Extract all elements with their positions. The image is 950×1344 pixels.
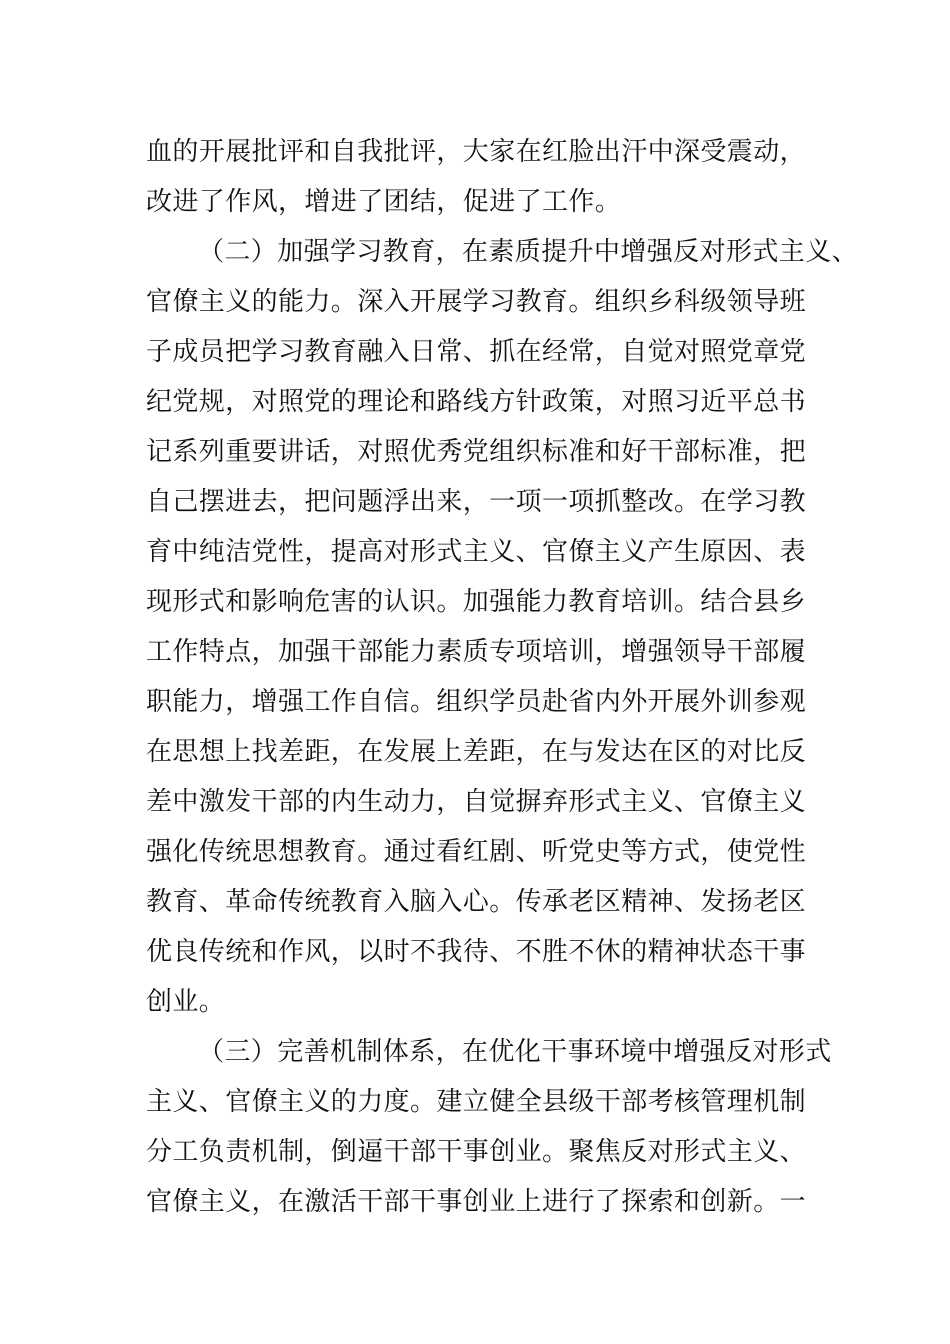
text-line: 工作特点，加强干部能力素质专项培训，增强领导干部履 (146, 637, 807, 667)
paragraph-heading-2: （二）加强学习教育，在素质提升中增强反对形式主义、 (198, 237, 859, 267)
text-line: 分工负责机制，倒逼干部干事创业。聚焦反对形式主义、 (146, 1137, 807, 1167)
text-line: 创业。 (146, 987, 226, 1017)
text-line: 在思想上找差距，在发展上差距，在与发达在区的对比反 (146, 737, 807, 767)
text-line: 教育、革命传统教育入脑入心。传承老区精神、发扬老区 (146, 887, 807, 917)
text-line: 职能力，增强工作自信。组织学员赴省内外开展外训参观 (146, 687, 807, 717)
text-line: 改进了作风，增进了团结，促进了工作。 (146, 187, 622, 217)
paragraph-heading-3: （三）完善机制体系，在优化干事环境中增强反对形式 (198, 1037, 832, 1067)
text-line: 主义、官僚主义的力度。建立健全县级干部考核管理机制 (146, 1087, 807, 1117)
text-line: 自己摆进去，把问题浮出来，一项一项抓整改。在学习教 (146, 487, 807, 517)
text-line: 子成员把学习教育融入日常、抓在经常，自觉对照党章党 (146, 337, 807, 367)
text-line: 官僚主义的能力。深入开展学习教育。组织乡科级领导班 (146, 287, 807, 317)
text-line: 差中激发干部的内生动力，自觉摒弃形式主义、官僚主义 (146, 787, 807, 817)
text-line: 官僚主义，在激活干部干事创业上进行了探索和创新。一 (146, 1187, 807, 1217)
text-line: 记系列重要讲话，对照优秀党组织标准和好干部标准，把 (146, 437, 807, 467)
text-line: 现形式和影响危害的认识。加强能力教育培训。结合县乡 (146, 587, 807, 617)
text-line: 血的开展批评和自我批评，大家在红脸出汗中深受震动， (146, 137, 807, 167)
text-line: 育中纯洁党性，提高对形式主义、官僚主义产生原因、表 (146, 537, 807, 567)
text-line: 纪党规，对照党的理论和路线方针政策，对照习近平总书 (146, 387, 807, 417)
text-line: 强化传统思想教育。通过看红剧、听党史等方式，使党性 (146, 837, 807, 867)
text-line: 优良传统和作风，以时不我待、不胜不休的精神状态干事 (146, 937, 807, 967)
